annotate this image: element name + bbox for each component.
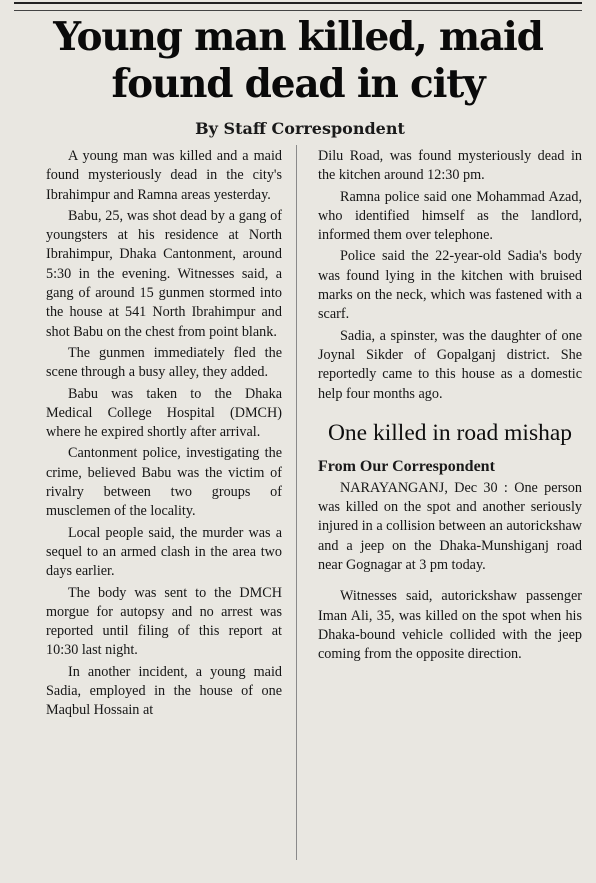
top-rule [14, 2, 582, 11]
right-column [318, 147, 582, 667]
article-paragraph: Ramna police said one Mohammad Azad, who identified himself as the landlord, informed them over telephone. [318, 188, 582, 244]
article-paragraph: A young man was killed and a maid found mysteriously dead in the city's Ibrahimpur and Ramna areas yesterday. [46, 148, 282, 203]
article-paragraph: Police said the 22-year-old Sadia's body was found lying in the kitchen with bruised marks on the neck, which was fastened with a scarf. [318, 248, 582, 323]
left-column [46, 147, 282, 723]
article-paragraph: The body was sent to the DMCH morgue for autopsy and no arrest was reported until filing of this report at 10:30 last night. [46, 584, 282, 659]
article-paragraph: Sadia, a spinster, was the daughter of one Joynal Sikder of Gopalganj district. She reportedly came to this house as a domestic help four months ago. [318, 327, 582, 402]
main-byline: By Staff Correspondent [195, 119, 405, 138]
article-paragraph: Cantonment police, investigating the crime, believed Babu was the victim of rivalry between two groups of musclemen of the locality. [46, 445, 282, 520]
article-paragraph: Babu was taken to the Dhaka Medical College Hospital (DMCH) where he expired shortly after arrival. [46, 385, 282, 441]
article-paragraph: The gunmen immediately fled the scene through a busy alley, they added. [46, 344, 282, 381]
paragraph-gap [318, 577, 582, 587]
brief-paragraph: Witnesses said, autorickshaw passenger Iman Ali, 35, was killed on the spot when his Dhaka-bound vehicle collided with the jeep coming from the opposite direction. [318, 588, 582, 663]
brief-byline: From Our Correspondent [318, 457, 495, 475]
article-paragraph: Babu, 25, was shot dead by a gang of youngsters at his residence at North Ibrahimpur, Dhaka Cantonment, around 5:30 in the evening. Witnesses said, a gang of around 15 gunmen stormed into the house at 541 North Ibrahimpur and shot Babu on the chest from point blank. [46, 207, 282, 340]
brief-paragraph: NARAYANGANJ, Dec 30 : One person was killed on the spot and another seriously injured in a collision between an autorickshaw and a jeep on the Dhaka-Munshiganj road near Gognagar at 3 pm today. [318, 479, 582, 574]
article-paragraph-continued: Dilu Road, was found mysteriously dead in the kitchen around 12:30 pm. [318, 148, 582, 184]
article-paragraph: In another incident, a young maid Sadia, employed in the house of one Maqbul Hossain at [46, 663, 282, 719]
article-paragraph: Local people said, the murder was a sequel to an armed clash in the area two days earlier. [46, 524, 282, 580]
brief-headline: One killed in road mishap [327, 419, 573, 446]
main-headline: Young man killed, maid found dead in city [53, 14, 543, 107]
column-divider [296, 145, 297, 860]
